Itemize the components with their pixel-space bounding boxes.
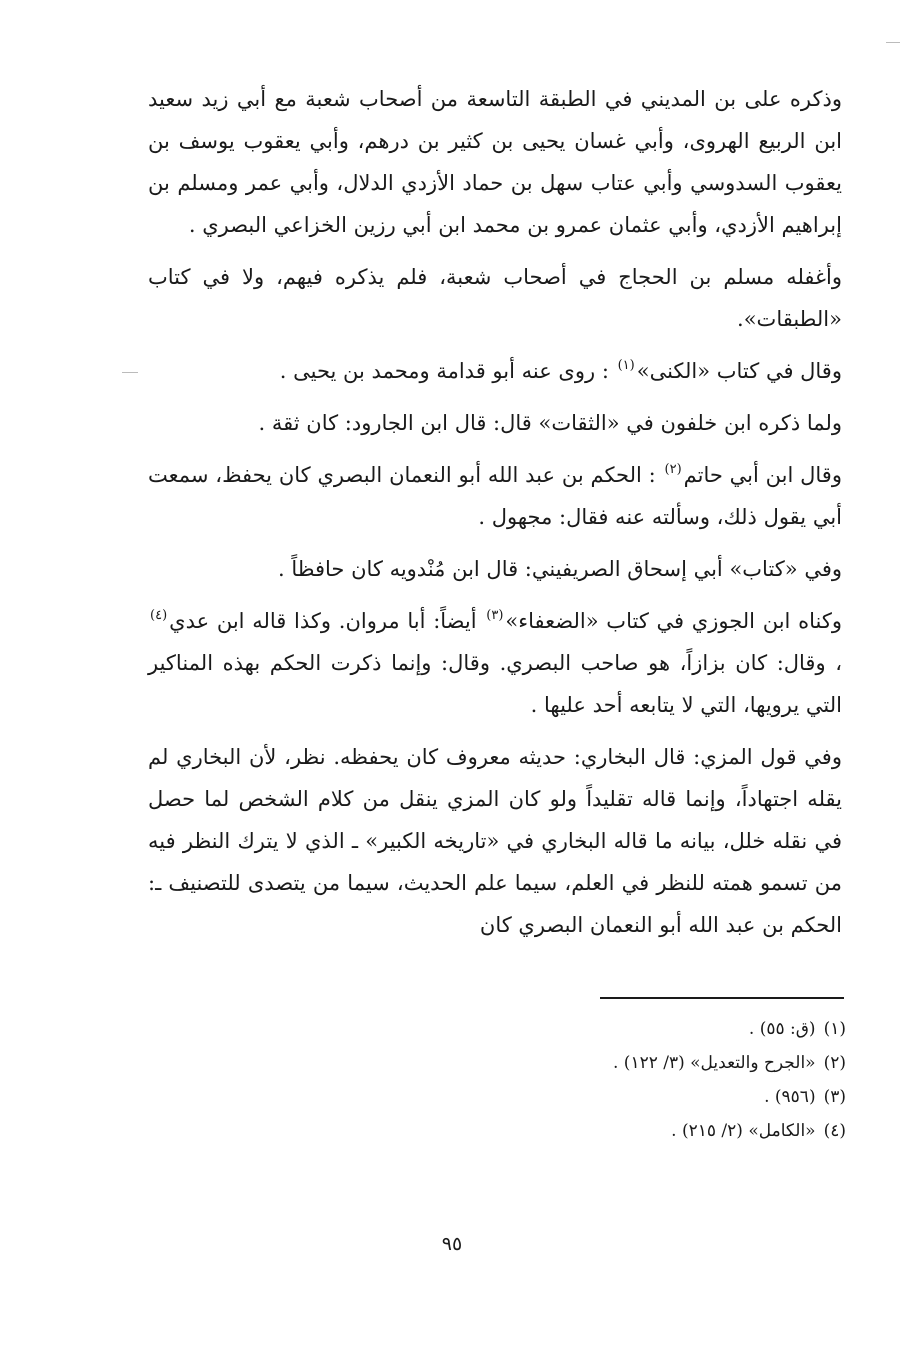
- footnote-item: [146, 1012, 846, 1046]
- paragraph-al-sarifini: وفي «كتاب» أبي إسحاق الصريفيني: قال ابن مُنْدويه كان حافظاً .: [278, 557, 842, 581]
- main-text-body: [148, 78, 842, 946]
- footnote-text: «الجرح والتعديل» (٣/ ١٢٢) .: [612, 1053, 816, 1073]
- paragraph-text: وقال ابن أبي حاتم: [683, 463, 842, 487]
- footnote-reference: (٣): [486, 607, 504, 623]
- footnote-number: (٤): [823, 1121, 846, 1141]
- footnote-number: (٣): [823, 1087, 846, 1107]
- scan-edge-mark: [886, 42, 900, 43]
- paragraph-text: : الحكم بن عبد الله أبو النعمان البصري كان يحفظ، سمعت أبي يقول ذلك، وسألته عنه فقال: مجهول .: [148, 463, 842, 529]
- footnotes-section: [146, 1012, 846, 1148]
- footnote-text: (ق: ٥٥) .: [748, 1019, 816, 1039]
- paragraph-ali-ibn-al-madini: وذكره على بن المديني في الطبقة التاسعة من أصحاب شعبة مع أبي زيد سعيد ابن الربيع الهروى، وأبي غسان يحيى بن كثير بن درهم، وأبي يعقوب يوسف بن يعقوب السدوسي وأبي عتاب سهل بن حماد الأزدي الدلال، وأبي عمر ومسلم بن إبراهيم الأزدي، وأبي عثمان عمرو بن محمد ابن أبي رزين الخزاعي البصري .: [148, 87, 842, 237]
- paragraph-ibn-al-jawzi: [148, 600, 842, 726]
- footnote-item: [146, 1114, 846, 1148]
- page-number: ٩٥: [441, 1233, 463, 1255]
- footnote-number: (٢): [823, 1053, 846, 1073]
- paragraph-text: وقال في كتاب «الكنى»: [636, 359, 842, 383]
- footnote-divider: [600, 997, 844, 999]
- paragraph-ibn-abi-hatim: [148, 454, 842, 538]
- footnote-reference: (٢): [664, 461, 682, 477]
- paragraph-ibn-khalfun: ولما ذكره ابن خلفون في «الثقات» قال: قال ابن الجارود: كان ثقة .: [258, 411, 842, 435]
- footnote-text: (٩٥٦) .: [764, 1087, 816, 1107]
- paragraph-text: ، وقال: كان بزازاً، هو صاحب البصري. وقال: وإنما ذكرت الحكم بهذه المناكير التي يرويها، التي لا يتابعه أحد عليها .: [148, 651, 842, 717]
- paragraph-text: وكناه ابن الجوزي في كتاب «الضعفاء»: [505, 609, 842, 633]
- footnote-number: (١): [823, 1019, 846, 1039]
- footnote-item: [146, 1080, 846, 1114]
- footnote-item: [146, 1046, 846, 1080]
- footnote-text: «الكامل» (٢/ ٢١٥) .: [671, 1121, 816, 1141]
- paragraph-al-mizzi: وفي قول المزي: قال البخاري: حديثه معروف كان يحفظه. نظر، لأن البخاري لم يقله اجتهاداً، وإنما قاله تقليداً ولو كان المزي ينقل من كلام الشخص لما حصل في نقله خلل، بيانه ما قاله البخاري في «تاريخه الكبير» ـ الذي لا يترك النظر فيه من تسمو همته للنظر في العلم، سيما علم الحديث، سيما من يتصدى للتصنيف ـ: الحكم بن عبد الله أبو النعمان البصري كان: [148, 745, 842, 937]
- footnote-reference: (٤): [150, 607, 168, 623]
- scan-edge-mark: [122, 372, 138, 373]
- footnote-reference: (١): [617, 357, 635, 373]
- paragraph-text: : روى عنه أبو قدامة ومحمد بن يحيى .: [279, 359, 616, 383]
- paragraph-muslim-omission: وأغفله مسلم بن الحجاج في أصحاب شعبة، فلم يذكره فيهم، ولا في كتاب «الطبقات».: [148, 265, 842, 331]
- paragraph-kitab-al-kuna: [148, 350, 842, 392]
- paragraph-text: أيضاً: أبا مروان. وكذا قاله ابن عدي: [169, 609, 485, 633]
